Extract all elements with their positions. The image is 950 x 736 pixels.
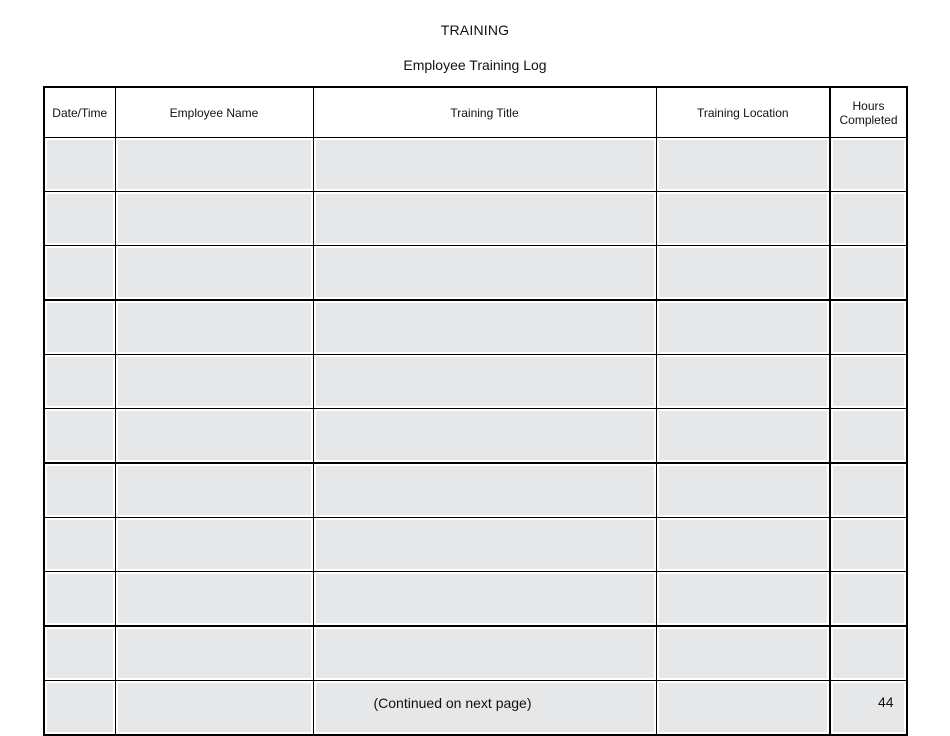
employee-name-field[interactable]	[118, 520, 311, 569]
hours-completed-field[interactable]	[833, 466, 904, 515]
date-time-field[interactable]	[47, 303, 113, 352]
table-header-row	[44, 87, 907, 138]
table-row	[44, 138, 907, 192]
hours-completed-field[interactable]	[833, 248, 904, 297]
table-row	[44, 355, 907, 409]
training-location-field[interactable]	[659, 411, 828, 460]
cell-hours-completed	[830, 463, 907, 518]
training-location-field[interactable]	[659, 194, 828, 243]
table-row	[44, 463, 907, 518]
cell-date-time	[44, 300, 115, 355]
date-time-field[interactable]	[47, 520, 113, 569]
date-time-field[interactable]	[47, 140, 113, 189]
cell-employee-name	[115, 300, 313, 355]
hours-completed-field[interactable]	[833, 411, 904, 460]
training-title-field[interactable]	[316, 357, 654, 406]
hours-completed-field[interactable]	[833, 194, 904, 243]
date-time-field[interactable]	[47, 248, 113, 297]
cell-employee-name	[115, 355, 313, 409]
cell-training-title	[313, 409, 656, 464]
column-header-training-title: Training Title	[313, 87, 656, 138]
training-log-table	[43, 86, 908, 736]
cell-hours-completed	[830, 572, 907, 627]
cell-training-location	[656, 409, 830, 464]
training-title-field[interactable]	[316, 520, 654, 569]
page-number: 44	[878, 694, 894, 710]
training-title-field[interactable]	[316, 140, 654, 189]
cell-hours-completed	[830, 138, 907, 192]
date-time-field[interactable]	[47, 194, 113, 243]
employee-name-field[interactable]	[118, 574, 311, 623]
cell-training-title	[313, 246, 656, 301]
training-location-field[interactable]	[659, 629, 828, 678]
column-header-employee-name: Employee Name	[115, 87, 313, 138]
employee-name-field[interactable]	[118, 466, 311, 515]
cell-date-time	[44, 138, 115, 192]
cell-hours-completed	[830, 300, 907, 355]
cell-training-title	[313, 300, 656, 355]
cell-employee-name	[115, 138, 313, 192]
training-location-field[interactable]	[659, 466, 828, 515]
hours-completed-field[interactable]	[833, 140, 904, 189]
cell-training-title	[313, 138, 656, 192]
hours-completed-field[interactable]	[833, 520, 904, 569]
training-title-field[interactable]	[316, 466, 654, 515]
table-row	[44, 246, 907, 301]
cell-hours-completed	[830, 192, 907, 246]
date-time-field[interactable]	[47, 357, 113, 406]
cell-training-location	[656, 355, 830, 409]
cell-date-time	[44, 409, 115, 464]
cell-hours-completed	[830, 355, 907, 409]
cell-employee-name	[115, 518, 313, 572]
cell-training-location	[656, 626, 830, 681]
table-row	[44, 300, 907, 355]
cell-employee-name	[115, 626, 313, 681]
cell-date-time	[44, 626, 115, 681]
cell-hours-completed	[830, 246, 907, 301]
training-title-field[interactable]	[316, 574, 654, 623]
date-time-field[interactable]	[47, 411, 113, 460]
cell-training-title	[313, 518, 656, 572]
table-row	[44, 572, 907, 627]
cell-date-time	[44, 572, 115, 627]
date-time-field[interactable]	[47, 466, 113, 515]
table-body	[44, 138, 907, 736]
table-row	[44, 409, 907, 464]
hours-completed-field[interactable]	[833, 303, 904, 352]
training-title-field[interactable]	[316, 303, 654, 352]
table-row	[44, 518, 907, 572]
table-row	[44, 626, 907, 681]
cell-hours-completed	[830, 409, 907, 464]
training-location-field[interactable]	[659, 140, 828, 189]
cell-training-location	[656, 518, 830, 572]
column-header-hours-completed	[830, 87, 907, 138]
employee-name-field[interactable]	[118, 303, 311, 352]
training-location-field[interactable]	[659, 574, 828, 623]
employee-name-field[interactable]	[118, 629, 311, 678]
section-heading: TRAINING	[440, 22, 510, 38]
cell-training-title	[313, 626, 656, 681]
cell-date-time	[44, 355, 115, 409]
employee-name-field[interactable]	[118, 140, 311, 189]
cell-employee-name	[115, 246, 313, 301]
cell-date-time	[44, 518, 115, 572]
column-header-training-location: Training Location	[656, 87, 830, 138]
cell-date-time	[44, 463, 115, 518]
continued-note: (Continued on next page)	[373, 695, 532, 711]
cell-employee-name	[115, 409, 313, 464]
cell-date-time	[44, 192, 115, 246]
cell-training-location	[656, 300, 830, 355]
hours-header-line1: Hours	[852, 98, 885, 113]
cell-employee-name	[115, 572, 313, 627]
cell-employee-name	[115, 192, 313, 246]
cell-employee-name	[115, 463, 313, 518]
cell-hours-completed	[830, 626, 907, 681]
employee-name-field[interactable]	[118, 357, 311, 406]
training-location-field[interactable]	[659, 248, 828, 297]
column-header-date-time: Date/Time	[44, 87, 115, 138]
employee-name-field[interactable]	[118, 194, 311, 243]
cell-training-location	[656, 572, 830, 627]
cell-training-location	[656, 138, 830, 192]
cell-training-location	[656, 463, 830, 518]
training-title-field[interactable]	[316, 629, 654, 678]
training-title-field[interactable]	[316, 248, 654, 297]
training-location-field[interactable]	[659, 303, 828, 352]
cell-training-location	[656, 192, 830, 246]
hours-header-line2: Completed	[839, 112, 898, 127]
training-title-field[interactable]	[316, 411, 654, 460]
hours-completed-field[interactable]	[833, 357, 904, 406]
form-title: Employee Training Log	[403, 57, 547, 73]
cell-training-title	[313, 355, 656, 409]
hours-completed-field[interactable]	[833, 574, 904, 623]
cell-hours-completed	[830, 518, 907, 572]
cell-training-title	[313, 572, 656, 627]
training-location-field[interactable]	[659, 357, 828, 406]
employee-name-field[interactable]	[118, 248, 311, 297]
cell-training-location	[656, 246, 830, 301]
training-title-field[interactable]	[316, 194, 654, 243]
cell-training-title	[313, 463, 656, 518]
training-location-field[interactable]	[659, 520, 828, 569]
date-time-field[interactable]	[47, 629, 113, 678]
employee-name-field[interactable]	[118, 411, 311, 460]
cell-date-time	[44, 246, 115, 301]
hours-completed-field[interactable]	[833, 629, 904, 678]
cell-training-title	[313, 192, 656, 246]
table-row	[44, 192, 907, 246]
date-time-field[interactable]	[47, 574, 113, 623]
